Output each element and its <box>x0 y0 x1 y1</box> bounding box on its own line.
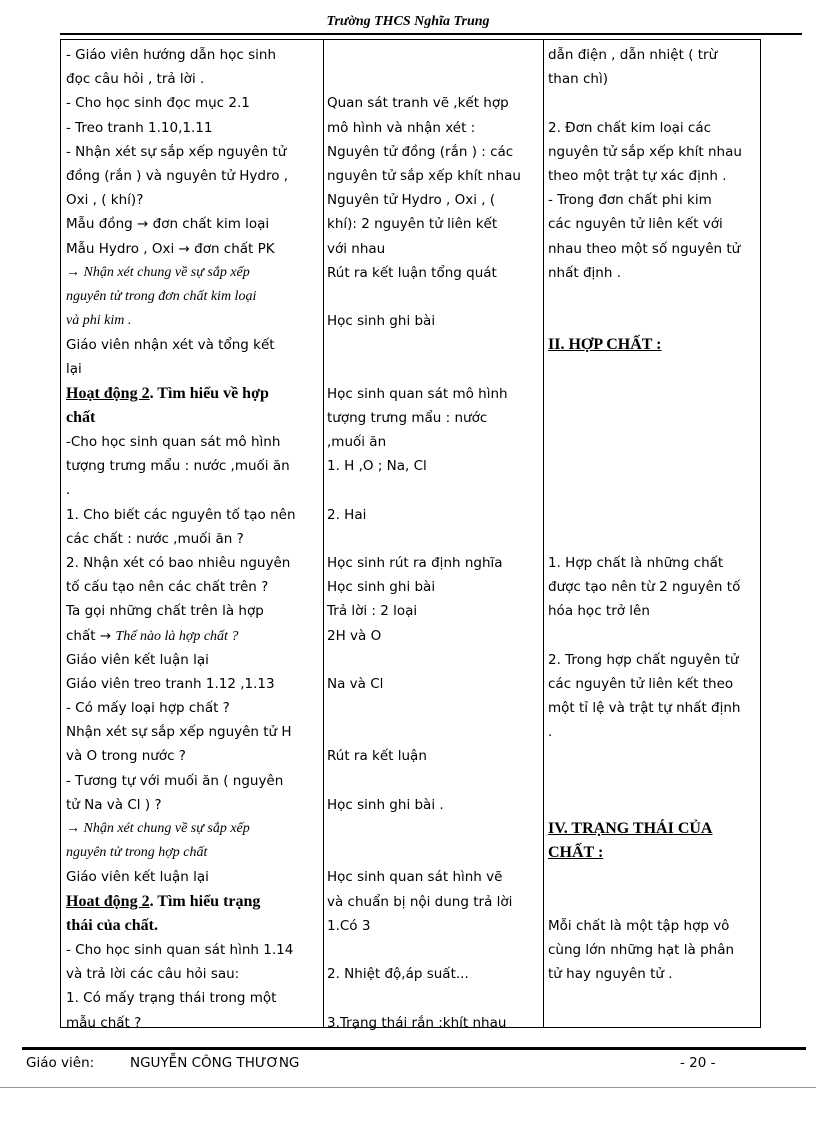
footer-divider <box>22 1047 806 1050</box>
page-bottom-line <box>0 1087 816 1088</box>
text-line <box>548 285 760 309</box>
text-line <box>548 478 760 502</box>
text-line <box>66 890 323 914</box>
text-line: thái của chất. <box>66 916 158 934</box>
page-header-title: Trường THCS Nghĩa Trung <box>326 14 490 29</box>
text-line: 2. Nhận xét có bao nhiêu nguyên <box>66 554 291 571</box>
text-line: đọc câu hỏi , trả lời . <box>66 71 205 88</box>
text-line: 1. Hợp chất là những chất <box>548 554 724 571</box>
text-line <box>327 333 543 357</box>
teacher-activity-column <box>61 40 324 1031</box>
text-line: Mỗi chất là một tập hợp vô <box>548 917 730 934</box>
text-line: Na và Cl <box>327 675 384 692</box>
text-line: - Nhận xét sự sắp xếp nguyên tử <box>66 143 287 160</box>
text-line <box>327 285 543 309</box>
text-line: 1. H ,O ; Na, Cl <box>327 458 427 475</box>
text-line: - Tương tự với muối ăn ( nguyên <box>66 772 284 789</box>
text-line: → Nhận xét chung về sự sắp xếp <box>66 264 250 280</box>
text-line: cùng lớn những hạt là phân <box>548 941 735 958</box>
text-line: Oxi , ( khí)? <box>66 192 144 209</box>
text-line: tượng trưng mẩu : nước <box>327 409 488 426</box>
text-line: một tỉ lệ và trật tự nhất định <box>548 700 741 717</box>
text-line <box>327 648 543 672</box>
section-heading: CHẤT : <box>548 844 604 862</box>
text-line: -Cho học sinh quan sát mô hình <box>66 434 281 450</box>
footer-teacher-label: Giáo viên: <box>26 1055 95 1071</box>
header-divider <box>60 33 802 35</box>
text-line <box>548 624 760 648</box>
text-line <box>327 986 543 1010</box>
text-line <box>548 406 760 430</box>
text-line: nhất định . <box>548 264 621 281</box>
text-line: Học sinh rút ra định nghĩa <box>327 554 503 571</box>
text-line: được tạo nên từ 2 nguyên tố <box>548 579 741 596</box>
text-line <box>327 67 543 91</box>
italic-question: Thế nào là hợp chất ? <box>115 628 239 644</box>
text-line: và phi kim . <box>66 313 132 329</box>
text-line: mẫu chất ? <box>66 1014 142 1031</box>
text-line: tử hay nguyên tử . <box>548 966 673 983</box>
text-line: nguyên tử sắp xếp khít nhau <box>548 143 742 160</box>
text-line: Giáo viên treo tranh 1.12 ,1.13 <box>66 675 275 692</box>
text-line: với nhau <box>327 240 386 257</box>
text-line <box>548 769 760 793</box>
text-line <box>548 865 760 889</box>
text-line: hóa học trở lên <box>548 603 650 620</box>
text-line: - Cho học sinh quan sát hình 1.14 <box>66 941 294 958</box>
text-line: Giáo viên kết luận lại <box>66 651 209 668</box>
text-segment: chất → <box>66 627 116 644</box>
text-line <box>327 817 543 841</box>
text-line <box>548 309 760 333</box>
text-line: dẫn điện , dẫn nhiệt ( trừ <box>548 47 718 63</box>
text-line: Học sinh quan sát mô hình <box>327 385 508 402</box>
text-line <box>66 382 323 406</box>
text-line: . <box>66 482 71 499</box>
text-line: các chất : nước ,muối ăn ? <box>66 530 244 547</box>
text-line: 2. Trong hợp chất nguyên tử <box>548 651 739 668</box>
text-line: Mẫu đồng → đơn chất kim loại <box>66 216 270 233</box>
text-line: 1. Cho biết các nguyên tố tạo nên <box>66 506 296 523</box>
text-line <box>548 744 760 768</box>
text-line: khí): 2 nguyên tử liên kết <box>327 216 498 233</box>
text-line: theo một trật tự xác định . <box>548 167 727 184</box>
text-line <box>327 769 543 793</box>
text-line: Rút ra kết luận <box>327 748 427 765</box>
text-line: Nhận xét sự sắp xếp nguyên tử H <box>66 724 292 741</box>
text-line <box>327 43 543 67</box>
text-line: - Trong đơn chất phi kim <box>548 192 712 209</box>
text-line: tượng trưng mẩu : nước ,muối ăn <box>66 458 290 475</box>
text-line: 2. Đơn chất kim loại các <box>548 119 712 136</box>
text-line <box>548 527 760 551</box>
text-line: Học sinh ghi bài <box>327 579 436 596</box>
section-heading: IV. TRẠNG THÁI CỦA <box>548 820 713 837</box>
text-line <box>548 793 760 817</box>
section-heading: II. HỢP CHẤT : <box>548 336 662 354</box>
text-line <box>327 478 543 502</box>
text-line <box>548 357 760 381</box>
text-line <box>327 357 543 381</box>
text-line <box>548 890 760 914</box>
text-line: Học sinh ghi bài <box>327 313 436 330</box>
text-line <box>548 382 760 406</box>
text-line: → Nhận xét chung về sự sắp xếp <box>66 821 250 836</box>
text-line: các nguyên tử liên kết theo <box>548 675 734 692</box>
text-line <box>327 720 543 744</box>
text-line <box>548 503 760 527</box>
text-line: 3.Trạng thái rắn :khít nhau <box>327 1014 507 1031</box>
text-line <box>327 527 543 551</box>
text-line <box>548 91 760 115</box>
footer-page-number: - 20 - <box>680 1055 716 1071</box>
activity-heading-rest: . Tìm hiểu trạng <box>149 892 261 910</box>
text-line: ,muối ăn <box>327 434 387 450</box>
text-line <box>327 841 543 865</box>
activity-heading-label: Hoat động 2 <box>66 892 150 910</box>
text-line: Giáo viên kết luận lại <box>66 869 209 886</box>
text-line <box>327 938 543 962</box>
activity-heading-rest: . Tìm hiểu về hợp <box>149 384 269 402</box>
text-line: 2. Hai <box>327 506 367 523</box>
text-line: Học sinh quan sát hình vẽ <box>327 869 503 886</box>
text-line: và trả lời các câu hỏi sau: <box>66 966 240 983</box>
lesson-table <box>60 39 761 1031</box>
text-line: 1.Có 3 <box>327 917 371 934</box>
text-line: 1. Có mấy trạng thái trong một <box>66 990 277 1007</box>
text-line: Trả lời : 2 loại <box>327 603 418 620</box>
text-line: nguyên tử trong đơn chất kim loại <box>66 288 257 304</box>
text-line: nguyên tử trong hợp chất <box>66 845 208 861</box>
text-line: nhau theo một số nguyên tử <box>548 240 741 257</box>
text-line: đồng (rắn ) và nguyên tử Hydro , <box>66 167 289 184</box>
text-line: - Cho học sinh đọc mục 2.1 <box>66 95 250 112</box>
text-line <box>327 696 543 720</box>
text-line: Nguyên tử Hydro , Oxi , ( <box>327 192 496 209</box>
text-line: và chuẩn bị nội dung trả lời <box>327 893 513 910</box>
student-activity-column <box>324 40 544 1031</box>
text-line: 2. Nhiệt độ,áp suất... <box>327 966 469 983</box>
text-line: - Giáo viên hướng dẫn học sinh <box>66 47 276 63</box>
text-line: Giáo viên nhận xét và tổng kết <box>66 337 275 354</box>
text-line: lại <box>66 361 82 378</box>
text-line: và O trong nước ? <box>66 748 186 765</box>
text-line: mô hình và nhận xét : <box>327 119 476 136</box>
text-line <box>548 454 760 478</box>
text-line: tử Na và Cl ) ? <box>66 796 162 813</box>
text-line: tố cấu tạo nên các chất trên ? <box>66 579 269 596</box>
text-line: . <box>548 724 553 741</box>
text-line: 2H và O <box>327 627 382 644</box>
text-line: các nguyên tử liên kết với <box>548 216 723 233</box>
lesson-content-column <box>544 40 760 1027</box>
text-line <box>548 430 760 454</box>
text-line <box>66 624 323 648</box>
text-line: than chì) <box>548 71 608 88</box>
text-line: Ta gọi những chất trên là hợp <box>66 603 264 620</box>
text-line: - Treo tranh 1.10,1.11 <box>66 119 213 136</box>
text-line: - Có mấy loại hợp chất ? <box>66 700 230 717</box>
text-line: Nguyên tử đồng (rắn ) : các <box>327 143 514 160</box>
activity-heading-label: Hoạt động 2 <box>66 384 150 402</box>
text-line: nguyên tử sắp xếp khít nhau <box>327 167 521 184</box>
text-line: Quan sát tranh vẽ ,kết hợp <box>327 95 509 112</box>
text-line: Mẫu Hydro , Oxi → đơn chất PK <box>66 240 275 257</box>
footer-teacher-name: NGUYỄN CÔNG THƯƠNG <box>130 1055 300 1071</box>
text-line: chất <box>66 408 96 426</box>
text-line: Học sinh ghi bài . <box>327 796 444 813</box>
text-line: Rút ra kết luận tổng quát <box>327 264 497 281</box>
